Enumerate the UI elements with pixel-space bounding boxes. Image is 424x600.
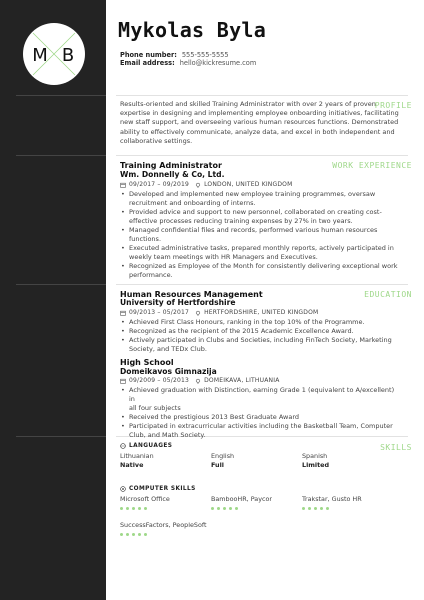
section-label-profile: PROFILE <box>374 101 412 110</box>
rating-dot <box>120 533 123 536</box>
rating-dot <box>326 507 329 510</box>
education-location: DOMEIKAVA, LITHUANIA <box>204 377 280 384</box>
rating-dot <box>308 507 311 510</box>
rating-dot <box>138 533 141 536</box>
list-item: • Provided advice and support to new personnel, collaborated on creating cost- effective processes reducing training expenses by 27% in two years. <box>129 208 399 226</box>
list-item: • Achieved First Class Honours, ranking in the top 10% of the Programme. <box>129 318 399 327</box>
language-name: Spanish <box>302 452 328 460</box>
globe-icon <box>120 443 126 449</box>
phone-row <box>120 51 229 59</box>
computer-skill-item <box>302 495 362 510</box>
rating-dot <box>314 507 317 510</box>
rating-dot <box>132 533 135 536</box>
section-divider <box>116 95 408 96</box>
skill-rating <box>211 507 272 510</box>
monogram-right-letter: B <box>61 45 75 66</box>
computer-skill-name: SuccessFactors, PeopleSoft <box>120 521 207 529</box>
language-name: Lithuanian <box>120 452 154 460</box>
gear-icon <box>120 486 126 492</box>
education-school: Domeikavos Gimnazija <box>120 367 217 376</box>
computer-skill-name: Trakstar, Gusto HR <box>302 495 362 503</box>
computer-skill-item <box>120 521 207 536</box>
computer-skill-item <box>211 495 272 510</box>
rating-dot <box>144 533 147 536</box>
rating-dot <box>120 507 123 510</box>
email-row <box>120 59 256 67</box>
section-label-work: WORK EXPERIENCE <box>332 161 412 170</box>
rating-dot <box>126 507 129 510</box>
location-pin-icon <box>195 378 201 384</box>
language-item <box>120 452 154 469</box>
profile-line: new staff support, and overseeing various human resources functions. Demonstrated <box>120 118 399 127</box>
calendar-icon <box>120 310 126 316</box>
job-bullets <box>120 190 399 280</box>
education-school: University of Hertfordshire <box>120 298 236 307</box>
profile-line: ability to effectively communicate, analyze data, and excel in both independent and <box>120 127 395 136</box>
languages-heading <box>120 443 172 449</box>
rating-dot <box>217 507 220 510</box>
section-divider <box>116 155 408 156</box>
monogram <box>22 22 86 86</box>
education-degree: Human Resources Management <box>120 290 263 299</box>
education-dates: 09/2013 – 05/2017 <box>129 309 190 316</box>
rating-dot <box>211 507 214 510</box>
list-item: • Recognized as the recipient of the 2015 Academic Excellence Award. <box>129 327 399 336</box>
profile-line: collaborative settings. <box>120 136 193 145</box>
candidate-name: Mykolas Byla <box>118 18 267 42</box>
list-item: • Executed administrative tasks, prepared monthly reports, actively participated in weekly team meetings with HR Managers and Executives. <box>129 244 399 262</box>
list-item: • Achieved graduation with Distinction, earning Grade 1 (equivalent to A/excellent) in all four subjects <box>129 386 399 413</box>
sidebar-divider <box>16 155 106 156</box>
rating-dot <box>144 507 147 510</box>
rating-dot <box>229 507 232 510</box>
language-level: Native <box>120 460 144 469</box>
education-dates: 09/2009 – 05/2013 <box>129 377 190 384</box>
job-dates: 09/2017 – 09/2019 <box>129 181 190 188</box>
list-item: • Developed and implemented new employee training programmes, oversaw recruitment and onboarding of interns. <box>129 190 399 208</box>
calendar-icon <box>120 182 126 188</box>
language-level: Limited <box>302 460 330 469</box>
rating-dot <box>138 507 141 510</box>
list-item: • Managed confidential files and records, performed various human resources functions. <box>129 226 399 244</box>
language-item <box>302 452 329 469</box>
computer-skill-item <box>120 495 170 510</box>
language-level: Full <box>211 460 224 469</box>
phone-label: Phone number: <box>120 51 177 59</box>
profile-line: Results-oriented and skilled Training Administrator with over 2 years of proven <box>120 100 376 108</box>
skill-rating <box>302 507 362 510</box>
job-location: LONDON, UNITED KINGDOM <box>204 181 293 188</box>
sidebar-divider <box>16 95 106 96</box>
email-label: Email address: <box>120 59 175 67</box>
computer-skill-name: BambooHR, Paycor <box>211 495 273 503</box>
rating-dot <box>302 507 305 510</box>
languages-title: LANGUAGES <box>129 443 173 449</box>
computer-skills-title: COMPUTER SKILLS <box>129 486 196 492</box>
education-degree: High School <box>120 358 174 367</box>
job-title: Training Administrator <box>120 161 222 170</box>
rating-dot <box>223 507 226 510</box>
computer-skill-name: Microsoft Office <box>120 495 170 503</box>
education-meta <box>120 309 318 316</box>
rating-dot <box>320 507 323 510</box>
section-divider <box>116 284 408 285</box>
education-bullets <box>120 318 399 354</box>
section-label-skills: SKILLS <box>380 443 412 452</box>
sidebar-divider <box>16 436 106 437</box>
sidebar <box>0 0 106 600</box>
phone-value: 555-555-5555 <box>181 51 229 59</box>
email-value[interactable]: hello@kickresume.com <box>179 59 257 67</box>
profile-summary <box>120 100 399 146</box>
language-name: English <box>211 452 235 460</box>
location-pin-icon <box>195 182 201 188</box>
education-bullets <box>120 386 399 440</box>
list-item: • Recognized as Employee of the Month for consistently delivering exceptional work performance. <box>129 262 399 280</box>
job-meta <box>120 181 292 188</box>
list-item: • Participated in extracurricular activities including the Basketball Team, Computer Club, and Math Society. <box>129 422 399 440</box>
monogram-left-letter: M <box>32 45 48 66</box>
job-employer: Wm. Donnelly & Co, Ltd. <box>120 170 225 179</box>
skill-rating <box>120 507 170 510</box>
language-item <box>211 452 234 469</box>
computer-skills-heading <box>120 486 196 492</box>
rating-dot <box>132 507 135 510</box>
location-pin-icon <box>195 310 201 316</box>
list-item: • Received the prestigious 2013 Best Graduate Award <box>129 413 399 422</box>
list-item: • Actively participated in Clubs and Societies, including FinTech Society, Marketing Society, and TEDx Club. <box>129 336 399 354</box>
calendar-icon <box>120 378 126 384</box>
section-label-education: EDUCATION <box>364 290 412 299</box>
profile-line: expertise in designing and implementing employee onboarding initiatives, facilitating <box>120 109 399 118</box>
education-location: HERTFORDSHIRE, UNITED KINGDOM <box>204 309 319 316</box>
sidebar-divider <box>16 284 106 285</box>
education-meta <box>120 377 280 384</box>
rating-dot <box>126 533 129 536</box>
rating-dot <box>235 507 238 510</box>
skill-rating <box>120 533 207 536</box>
